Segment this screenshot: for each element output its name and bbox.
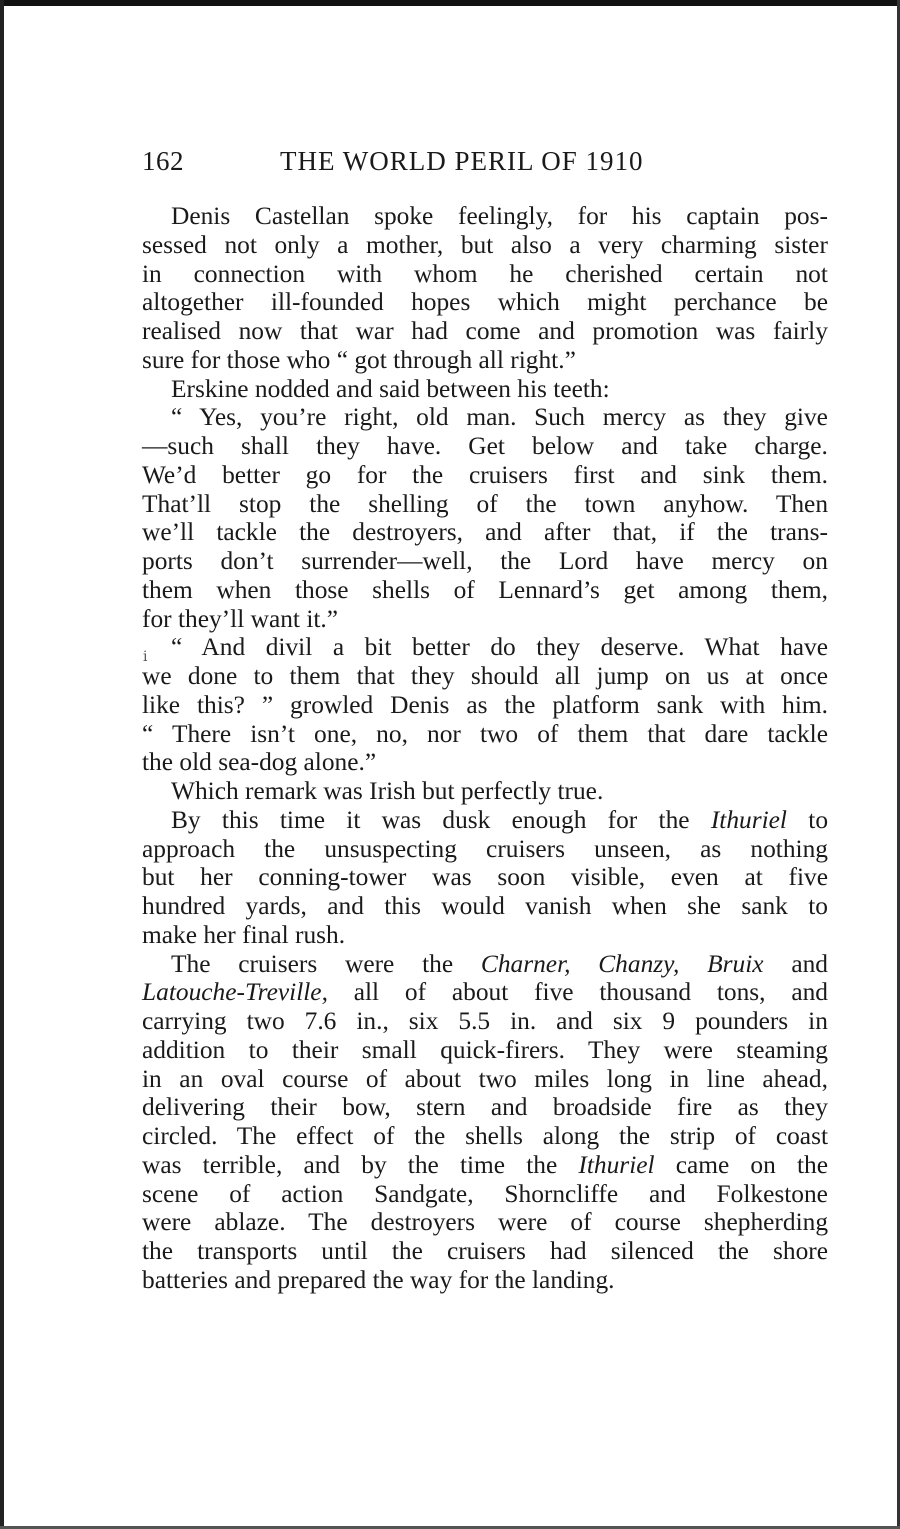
text-line: “ There isn’t one, no, nor two of them that dare tackle	[142, 719, 828, 748]
text-line: altogether ill-founded hopes which might perchance be	[142, 288, 829, 317]
text-line: them when those shells of Lennard’s get among them,	[142, 575, 828, 604]
running-title: THE WORLD PERIL OF 1910	[280, 146, 644, 176]
text-line: sessed not only a mother, but also a very charming sister	[142, 230, 828, 259]
text-line: The cruisers were the Charner, Chanzy, Bruix and	[171, 949, 828, 978]
text-line: “ Yes, you’re right, old man. Such mercy as they give	[171, 403, 828, 432]
text-line: Which remark was Irish but perfectly true.	[171, 777, 604, 805]
text-line: carrying two 7.6 in., six 5.5 in. and six 9 pounders in	[142, 1007, 828, 1035]
text-line: we done to them that they should all jump on us at once	[142, 662, 829, 690]
text-line: the old sea-dog alone.”	[142, 748, 377, 777]
text-line: we’ll tackle the destroyers, and after that, if the trans-	[142, 518, 828, 547]
text-line: “ And divil a bit better do they deserve. What have	[171, 633, 828, 662]
text-line: By this time it was dusk enough for the Ithuriel to	[171, 805, 829, 834]
page-header	[142, 146, 832, 182]
text-line: ports don’t surrender—well, the Lord have mercy on	[142, 547, 828, 575]
text-line: make her final rush.	[142, 920, 346, 949]
text-line: addition to their small quick-firers. They were steaming	[142, 1035, 828, 1064]
text-line: Erskine nodded and said between his teeth:	[171, 374, 610, 403]
text-line: scene of action Sandgate, Shorncliffe and Folkestone	[142, 1179, 828, 1208]
text-line: That’ll stop the shelling of the town anyhow. Then	[142, 489, 829, 518]
text-line: Denis Castellan spoke feelingly, for his captain pos-	[171, 202, 828, 230]
text-line: in an oval course of about two miles long in line ahead,	[142, 1064, 828, 1093]
text-line: realised now that war had come and promotion was fairly	[142, 317, 828, 345]
text-line: but her conning-tower was soon visible, even at five	[142, 863, 828, 892]
text-line: in connection with whom he cherished certain not	[142, 259, 828, 288]
text-line: for they’ll want it.”	[142, 604, 339, 633]
text-line: —such shall they have. Get below and take charge.	[142, 432, 828, 460]
text-line: batteries and prepared the way for the landing.	[142, 1265, 615, 1294]
scan-border-left	[0, 0, 4, 1529]
text-line: sure for those who “ got through all right.”	[142, 345, 576, 374]
page-number: 162	[142, 146, 184, 176]
text-line: We’d better go for the cruisers first and sink them.	[142, 460, 828, 489]
text-line: hundred yards, and this would vanish when she sank to	[142, 892, 828, 920]
text-line: the transports until the cruisers had silenced the shore	[142, 1237, 829, 1265]
stray-margin-mark: ⅰ	[143, 650, 148, 665]
scan-border-top	[0, 0, 900, 6]
text-line: delivering their bow, stern and broadside fire as they	[142, 1093, 828, 1122]
text-line: were ablaze. The destroyers were of course shepherding	[142, 1208, 829, 1237]
text-line: was terrible, and by the time the Ithuriel came on the	[142, 1150, 828, 1179]
text-line: circled. The effect of the shells along the strip of coast	[142, 1122, 828, 1150]
text-line: like this? ” growled Denis as the platform sank with him.	[142, 690, 829, 719]
text-line: approach the unsuspecting cruisers unseen, as nothing	[142, 834, 828, 863]
text-line: Latouche-Treville, all of about five thousand tons, and	[142, 978, 829, 1007]
body-text	[142, 202, 828, 1295]
